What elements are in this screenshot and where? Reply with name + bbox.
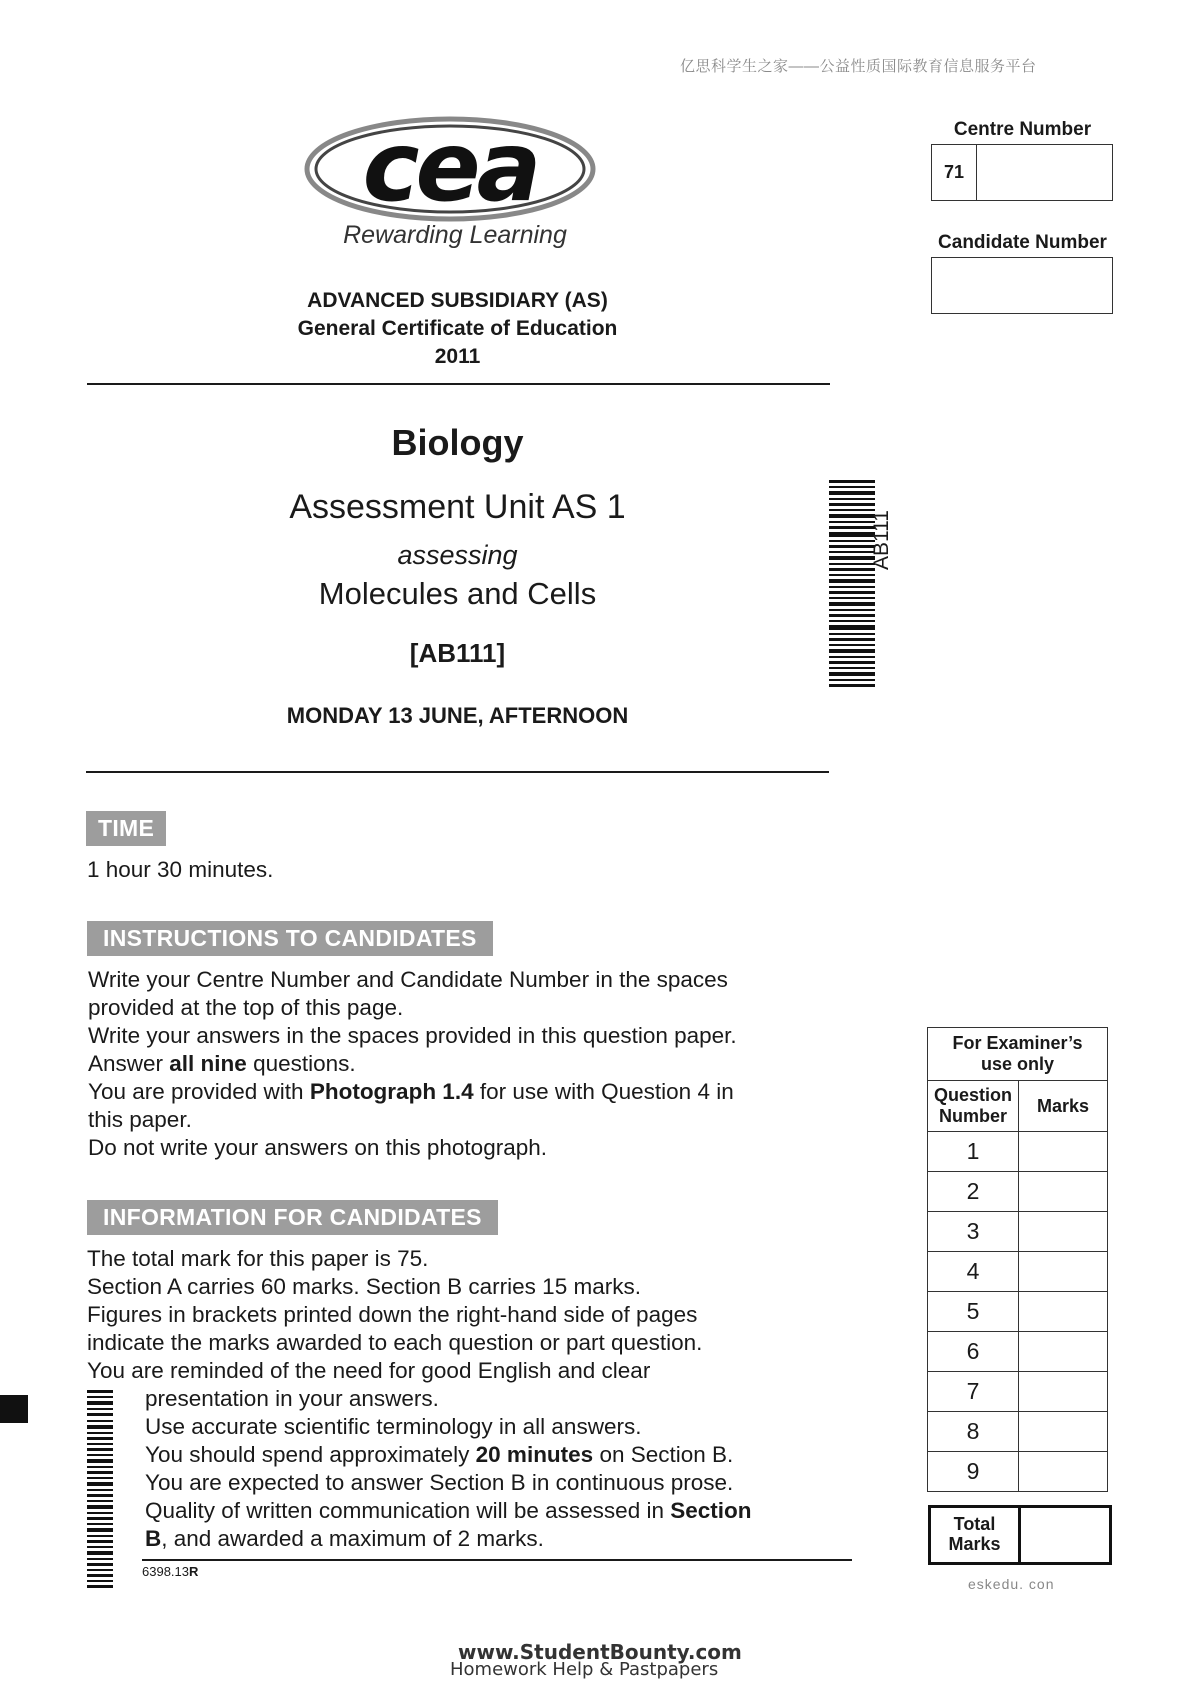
instruction-line: this paper. [88, 1107, 192, 1132]
information-text [87, 1245, 827, 1385]
total-marks-label: Total Marks [931, 1508, 1021, 1562]
question-number: 5 [928, 1292, 1019, 1332]
exam-topic: Molecules and Cells [318, 576, 597, 611]
instructions-text [88, 966, 828, 1162]
time-heading: TIME [86, 811, 166, 846]
logo-tagline: Rewarding Learning [343, 221, 567, 249]
question-number: 9 [928, 1452, 1019, 1492]
question-marks-field[interactable] [1019, 1332, 1108, 1372]
centre-number-label: Centre Number [953, 119, 1092, 140]
footer-divider [142, 1559, 852, 1561]
question-number: 4 [928, 1252, 1019, 1292]
examiner-row [928, 1172, 1108, 1212]
centre-number-prefix: 71 [932, 145, 977, 200]
svg-text:cea: cea [362, 112, 538, 223]
information-line: You should spend approximately 20 minutes on Section B. [145, 1442, 734, 1467]
qualification-certificate: General Certificate of Education [297, 317, 618, 340]
examiner-row [928, 1332, 1108, 1372]
question-marks-field[interactable] [1019, 1132, 1108, 1172]
registration-mark [0, 1395, 28, 1423]
examiner-row [928, 1452, 1108, 1492]
candidate-number-field[interactable] [931, 257, 1113, 314]
qualification-year: 2011 [434, 345, 481, 368]
qualification-level: ADVANCED SUBSIDIARY (AS) [307, 289, 608, 312]
instructions-heading: INSTRUCTIONS TO CANDIDATES [87, 921, 493, 956]
question-marks-field[interactable] [1019, 1252, 1108, 1292]
question-marks-field[interactable] [1019, 1212, 1108, 1252]
information-line: B, and awarded a maximum of 2 marks. [145, 1526, 544, 1551]
instruction-line: Write your Centre Number and Candidate Number in the spaces [88, 967, 728, 992]
information-line: You are reminded of the need for good English and clear [87, 1358, 651, 1383]
candidate-number-label: Candidate Number [938, 232, 1107, 253]
information-line: The total mark for this paper is 75. [87, 1246, 429, 1271]
exam-unit: Assessment Unit AS 1 [289, 488, 626, 526]
examiner-row [928, 1132, 1108, 1172]
information-line: Section A carries 60 marks. Section B carries 15 marks. [87, 1274, 641, 1299]
information-line: Quality of written communication will be assessed in Section [145, 1498, 752, 1523]
eskedu-watermark: eskedu. con [968, 1576, 1055, 1592]
question-marks-field[interactable] [1019, 1412, 1108, 1452]
instruction-line: Write your answers in the spaces provided in this question paper. [88, 1023, 737, 1048]
instruction-line: provided at the top of this page. [88, 995, 404, 1020]
information-text-indented [145, 1385, 835, 1553]
exam-assessing: assessing [397, 540, 518, 570]
information-line: Figures in brackets printed down the right-hand side of pages [87, 1302, 698, 1327]
footer-barcode [87, 1390, 115, 1590]
instruction-line: Answer all nine questions. [88, 1051, 356, 1076]
question-number: 1 [928, 1132, 1019, 1172]
question-number: 2 [928, 1172, 1019, 1212]
question-marks-field[interactable] [1019, 1452, 1108, 1492]
examiner-row [928, 1412, 1108, 1452]
exam-date: MONDAY 13 JUNE, AFTERNOON [286, 703, 629, 728]
examiner-row [928, 1372, 1108, 1412]
question-number: 3 [928, 1212, 1019, 1252]
total-marks-field[interactable] [1024, 1508, 1109, 1562]
question-number-header: Question Number [928, 1081, 1019, 1132]
top-divider [87, 383, 830, 385]
information-line: indicate the marks awarded to each question or part question. [87, 1330, 703, 1355]
total-marks-box [928, 1505, 1112, 1565]
marks-header: Marks [1019, 1081, 1108, 1132]
question-number: 8 [928, 1412, 1019, 1452]
watermark-text: 亿思科学生之家——公益性质国际教育信息服务平台 [680, 58, 1037, 75]
question-number: 6 [928, 1332, 1019, 1372]
studentbounty-site[interactable]: www.StudentBounty.com [458, 1640, 742, 1664]
centre-number-field[interactable] [931, 144, 1113, 201]
studentbounty-tagline: Homework Help & Pastpapers [450, 1659, 719, 1680]
middle-divider [86, 771, 829, 773]
examiner-row [928, 1252, 1108, 1292]
paper-code: 6398.13R [142, 1564, 199, 1579]
examiner-row [928, 1292, 1108, 1332]
instruction-line: Do not write your answers on this photograph. [88, 1135, 547, 1160]
exam-code: [AB111] [409, 638, 506, 668]
examiner-row [928, 1212, 1108, 1252]
information-line: presentation in your answers. [145, 1386, 439, 1411]
information-line: You are expected to answer Section B in continuous prose. [145, 1470, 734, 1495]
time-text: 1 hour 30 minutes. [87, 857, 274, 882]
question-marks-field[interactable] [1019, 1292, 1108, 1332]
examiner-table [927, 1027, 1108, 1492]
question-number: 7 [928, 1372, 1019, 1412]
instruction-line: You are provided with Photograph 1.4 for use with Question 4 in [88, 1079, 734, 1104]
examiner-heading: For Examiner’s use only [928, 1028, 1108, 1081]
information-line: Use accurate scientific terminology in all answers. [145, 1414, 642, 1439]
barcode-label: AB111 [870, 510, 893, 570]
question-marks-field[interactable] [1019, 1172, 1108, 1212]
question-marks-field[interactable] [1019, 1372, 1108, 1412]
exam-subject: Biology [391, 422, 524, 463]
cea-logo [300, 112, 600, 227]
information-heading: INFORMATION FOR CANDIDATES [87, 1200, 498, 1235]
